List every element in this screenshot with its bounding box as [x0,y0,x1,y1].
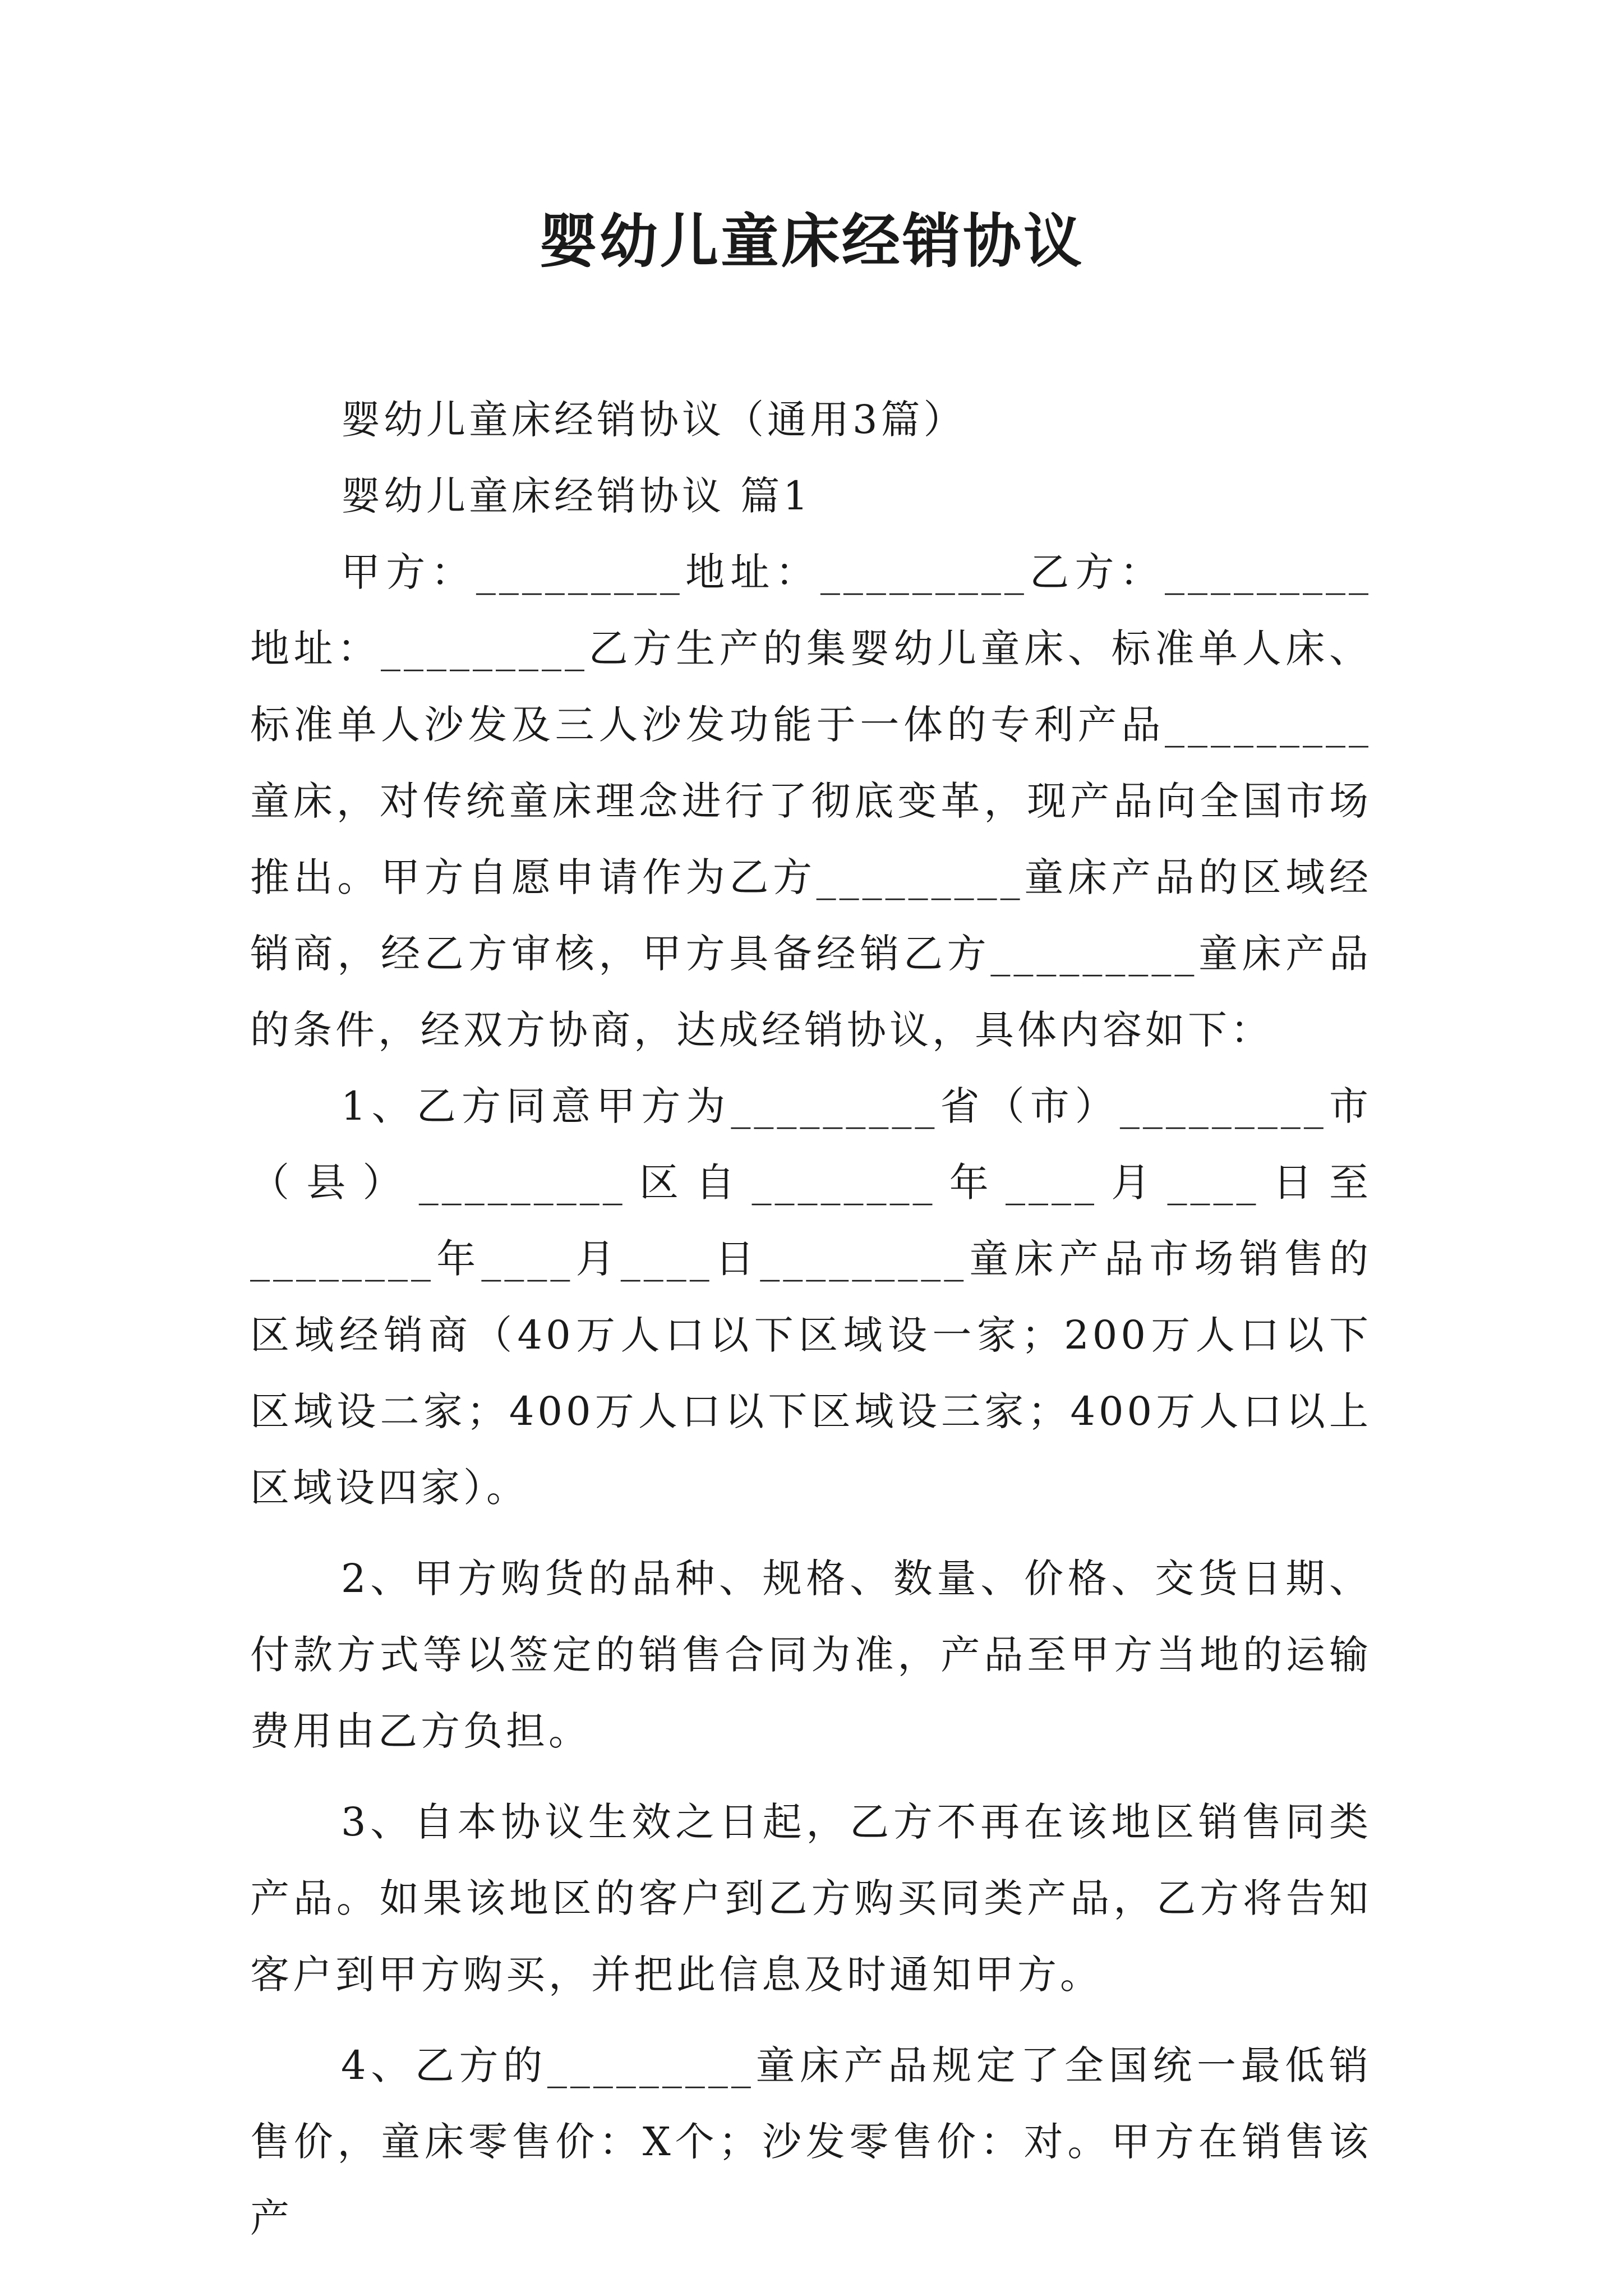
paragraph-parties: 甲方：_________地址：_________乙方：_________地址：_________乙方生产的集婴幼儿童床、标准单人床、标准单人沙发及三人沙发功能于一体的专利产品_________童床，对传统童床理念进行了彻底变革，现产品向全国市场推出。甲方自愿申请作为乙方_________童床产品的区域经销商，经乙方审核，甲方具备经销乙方_________童床产品的条件，经双方协商，达成经销协议，具体内容如下： [250,549,1372,1053]
section-heading: 婴幼儿童床经销协议 篇1 [341,473,811,519]
document-title: 婴幼儿童床经销协议 [538,206,1084,275]
subtitle: 婴幼儿童床经销协议（通用3篇） [341,397,966,443]
paragraph-clause-1: 1、乙方同意甲方为_________省（市）_________市（县）_________区自________年____月____日至________年____月____日_________童床产品市场销售的区域经销商（40万人口以下区域设一家；200万人口以下区域设二家；400万人口以下区域设三家；400万人口以上区域设四家）。 [250,1083,1372,1511]
paragraph-clause-4: 4、乙方的_________童床产品规定了全国统一最低销售价，童床零售价：X个；沙发零售价：对。甲方在销售该产 [250,2042,1372,2241]
paragraph-clause-2: 2、甲方购货的品种、规格、数量、价格、交货日期、付款方式等以签定的销售合同为准，产品至甲方当地的运输费用由乙方负担。 [250,1556,1372,1754]
document-body [250,381,1372,2256]
paragraph-clause-3: 3、自本协议生效之日起，乙方不再在该地区销售同类产品。如果该地区的客户到乙方购买同类产品，乙方将告知客户到甲方购买，并把此信息及时通知甲方。 [250,1799,1372,1998]
